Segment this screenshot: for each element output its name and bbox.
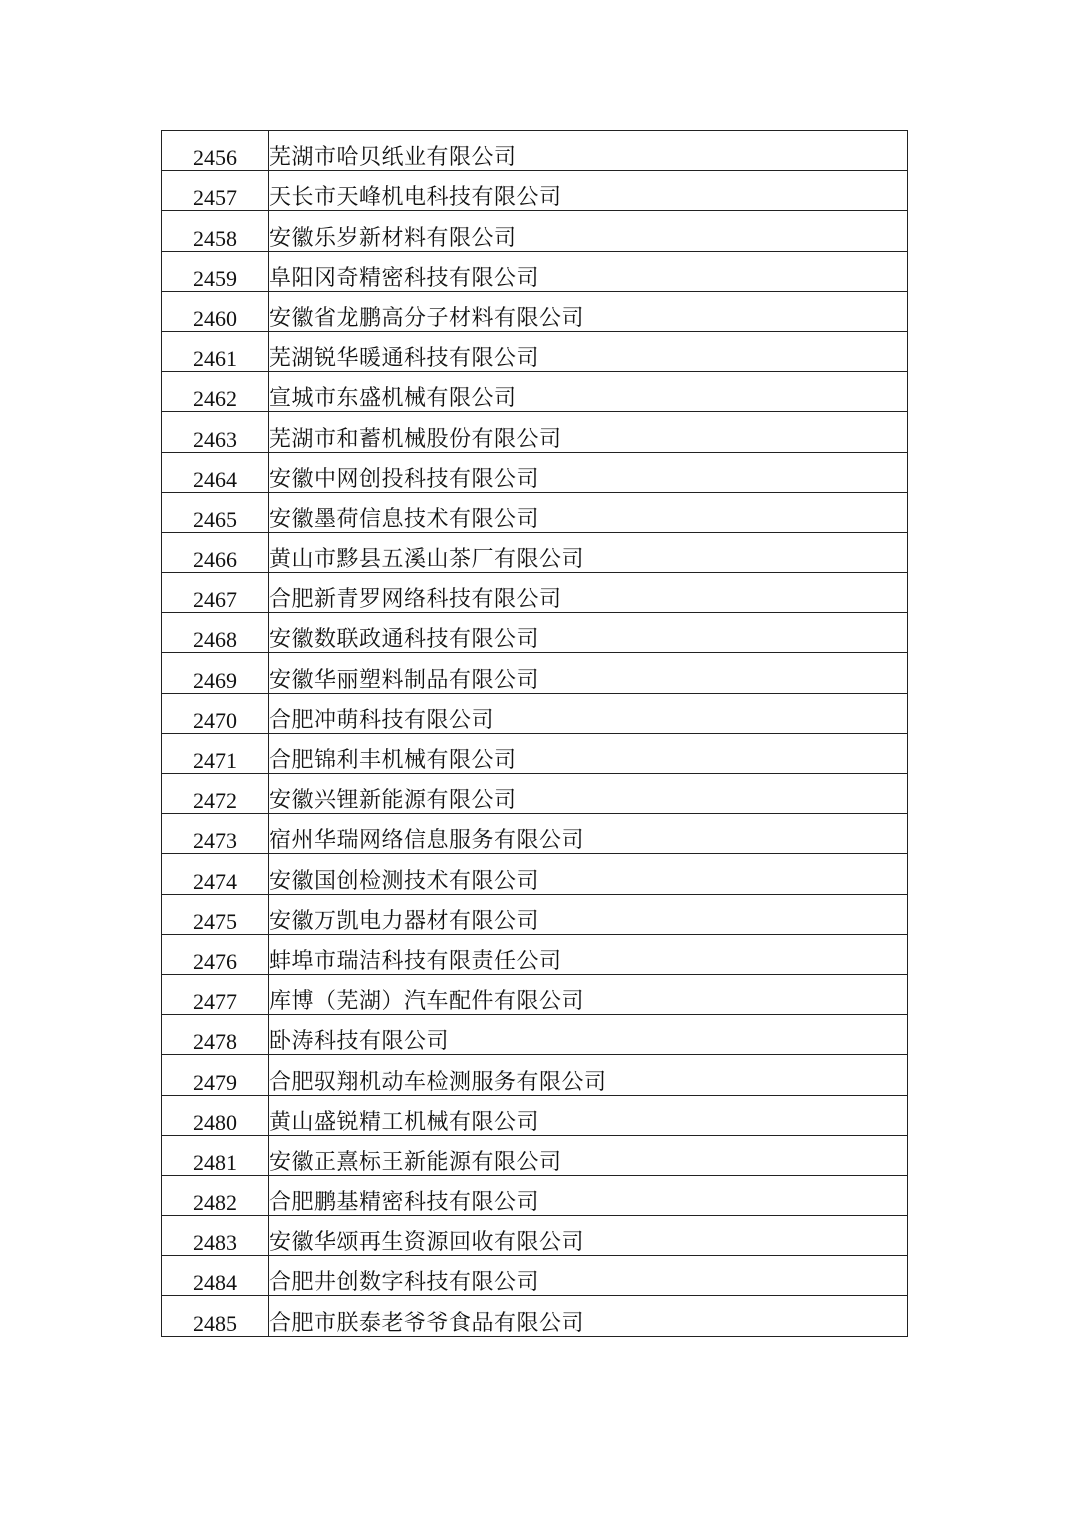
company-name: 安徽墨荷信息技术有限公司 [269,492,908,532]
table-row [162,1015,908,1055]
table-row [162,251,908,291]
row-number: 2465 [162,492,269,532]
row-number: 2482 [162,1175,269,1215]
company-name: 安徽中网创投科技有限公司 [269,452,908,492]
row-number: 2485 [162,1296,269,1336]
table-row [162,1055,908,1095]
company-name: 合肥锦利丰机械有限公司 [269,733,908,773]
company-name: 安徽数联政通科技有限公司 [269,613,908,653]
table-row [162,1296,908,1336]
company-name: 库博（芜湖）汽车配件有限公司 [269,974,908,1014]
row-number: 2484 [162,1256,269,1296]
row-number: 2464 [162,452,269,492]
table-row [162,653,908,693]
company-name: 合肥鹏基精密科技有限公司 [269,1175,908,1215]
table-row [162,814,908,854]
table-row [162,211,908,251]
row-number: 2463 [162,412,269,452]
table-row [162,492,908,532]
company-list-table [161,130,908,1337]
company-name: 安徽乐岁新材料有限公司 [269,211,908,251]
row-number: 2469 [162,653,269,693]
row-number: 2457 [162,171,269,211]
table-row [162,693,908,733]
row-number: 2461 [162,331,269,371]
company-name: 安徽国创检测技术有限公司 [269,854,908,894]
row-number: 2462 [162,372,269,412]
table-row [162,412,908,452]
table-body [162,131,908,1337]
table-row [162,532,908,572]
company-name: 卧涛科技有限公司 [269,1015,908,1055]
company-name: 合肥市朕泰老爷爷食品有限公司 [269,1296,908,1336]
table-row [162,1095,908,1135]
row-number: 2481 [162,1135,269,1175]
table-row [162,171,908,211]
company-name: 安徽省龙鹏高分子材料有限公司 [269,291,908,331]
table-row [162,131,908,171]
company-name: 蚌埠市瑞洁科技有限责任公司 [269,934,908,974]
table-row [162,974,908,1014]
row-number: 2476 [162,934,269,974]
company-name: 芜湖锐华暖通科技有限公司 [269,331,908,371]
table-row [162,774,908,814]
table-row [162,331,908,371]
row-number: 2460 [162,291,269,331]
company-name: 芜湖市和蓄机械股份有限公司 [269,412,908,452]
row-number: 2471 [162,733,269,773]
table-row [162,1216,908,1256]
row-number: 2473 [162,814,269,854]
row-number: 2470 [162,693,269,733]
company-name: 黄山盛锐精工机械有限公司 [269,1095,908,1135]
company-name: 宿州华瑞网络信息服务有限公司 [269,814,908,854]
company-name: 阜阳冈奇精密科技有限公司 [269,251,908,291]
table-row [162,613,908,653]
table-row [162,573,908,613]
company-name: 安徽兴锂新能源有限公司 [269,774,908,814]
table-row [162,291,908,331]
company-name: 安徽华丽塑料制品有限公司 [269,653,908,693]
row-number: 2480 [162,1095,269,1135]
table-row [162,733,908,773]
table-row [162,934,908,974]
company-name: 合肥冲萌科技有限公司 [269,693,908,733]
row-number: 2467 [162,573,269,613]
company-name: 合肥井创数字科技有限公司 [269,1256,908,1296]
row-number: 2483 [162,1216,269,1256]
row-number: 2466 [162,532,269,572]
company-name: 天长市天峰机电科技有限公司 [269,171,908,211]
company-name: 宣城市东盛机械有限公司 [269,372,908,412]
row-number: 2475 [162,894,269,934]
row-number: 2474 [162,854,269,894]
table-row [162,452,908,492]
company-name: 合肥新青罗网络科技有限公司 [269,573,908,613]
row-number: 2459 [162,251,269,291]
company-name: 黄山市黟县五溪山茶厂有限公司 [269,532,908,572]
company-name: 芜湖市哈贝纸业有限公司 [269,131,908,171]
row-number: 2458 [162,211,269,251]
row-number: 2478 [162,1015,269,1055]
table-row [162,894,908,934]
company-name: 安徽正熹标王新能源有限公司 [269,1135,908,1175]
row-number: 2456 [162,131,269,171]
row-number: 2468 [162,613,269,653]
table-row [162,854,908,894]
row-number: 2472 [162,774,269,814]
company-name: 安徽万凯电力器材有限公司 [269,894,908,934]
company-name: 合肥驭翔机动车检测服务有限公司 [269,1055,908,1095]
company-name: 安徽华颂再生资源回收有限公司 [269,1216,908,1256]
table-row [162,1175,908,1215]
row-number: 2477 [162,974,269,1014]
table-row [162,1256,908,1296]
table-row [162,1135,908,1175]
row-number: 2479 [162,1055,269,1095]
table-row [162,372,908,412]
